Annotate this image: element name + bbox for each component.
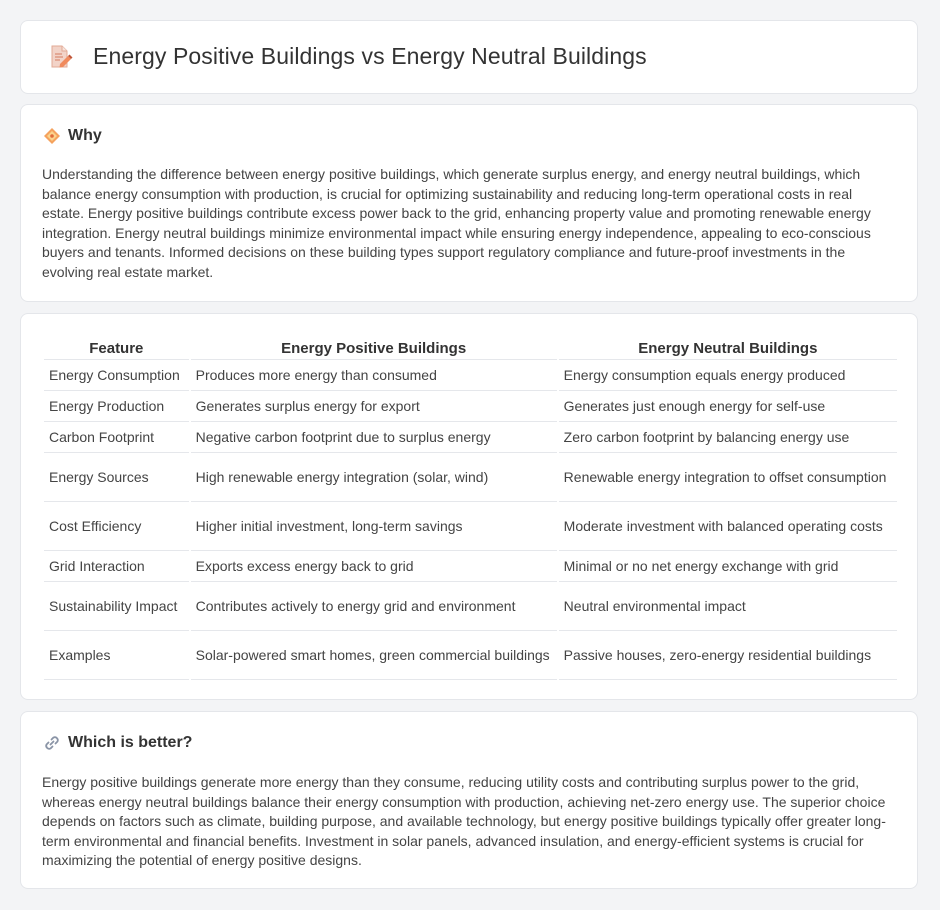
comparison-table	[42, 335, 899, 680]
column-header-neutral: Energy Neutral Buildings	[559, 335, 897, 360]
better-heading-row	[43, 734, 192, 752]
positive-cell: Produces more energy than consumed	[191, 360, 557, 391]
table-row	[44, 582, 897, 631]
link-icon	[43, 734, 61, 752]
positive-cell: Higher initial investment, long-term savings	[191, 502, 557, 551]
feature-cell: Grid Interaction	[44, 551, 189, 582]
table-row	[44, 453, 897, 502]
which-is-better-section	[20, 711, 918, 889]
why-section	[20, 104, 918, 302]
neutral-cell: Zero carbon footprint by balancing energy use	[559, 422, 897, 453]
table-row	[44, 551, 897, 582]
table-row	[44, 360, 897, 391]
neutral-cell: Renewable energy integration to offset consumption	[559, 453, 897, 502]
table-row	[44, 502, 897, 551]
positive-cell: Solar-powered smart homes, green commercial buildings	[191, 631, 557, 680]
column-header-feature: Feature	[44, 335, 189, 360]
better-text: Energy positive buildings generate more energy than they consume, reducing utility costs and contributing surplus power to the grid, whereas energy neutral buildings balance their energy consumption with production, achieving net-zero energy use. The superior choice depends on factors such as climate, building purpose, and available technology, but energy positive buildings typically offer greater long-term environmental and financial benefits. Investment in solar panels, advanced insulation, and energy-efficient systems is crucial for maximizing the potential of energy positive designs.	[42, 774, 886, 868]
better-heading: Which is better?	[68, 734, 193, 751]
feature-cell: Examples	[44, 631, 189, 680]
page-title-row	[47, 43, 647, 70]
neutral-cell: Moderate investment with balanced operating costs	[559, 502, 897, 551]
feature-cell: Energy Production	[44, 391, 189, 422]
neutral-cell: Energy consumption equals energy produced	[559, 360, 897, 391]
feature-cell: Sustainability Impact	[44, 582, 189, 631]
document-pencil-icon	[47, 44, 73, 70]
table-row	[44, 391, 897, 422]
positive-cell: High renewable energy integration (solar, wind)	[191, 453, 557, 502]
neutral-cell: Neutral environmental impact	[559, 582, 897, 631]
neutral-cell: Generates just enough energy for self-use	[559, 391, 897, 422]
page-title: Energy Positive Buildings vs Energy Neutral Buildings	[93, 43, 647, 69]
neutral-cell: Minimal or no net energy exchange with grid	[559, 551, 897, 582]
table-header-row	[44, 335, 897, 360]
why-heading: Why	[68, 127, 102, 144]
feature-cell: Energy Consumption	[44, 360, 189, 391]
table-row	[44, 631, 897, 680]
comparison-section	[20, 313, 918, 700]
neutral-cell: Passive houses, zero-energy residential buildings	[559, 631, 897, 680]
diamond-sparkle-icon	[43, 127, 61, 145]
why-heading-row	[43, 127, 102, 145]
feature-cell: Cost Efficiency	[44, 502, 189, 551]
why-text: Understanding the difference between energy positive buildings, which generate surplus energy, and energy neutral buildings, which balance energy consumption with production, is crucial for optimizing sustainability and reducing long-term operational costs in real estate. Energy positive buildings contribute excess power back to the grid, enhancing property value and promoting renewable energy integration. Energy neutral buildings minimize environmental impact while ensuring energy independence, appealing to eco-conscious buyers and tenants. Informed decisions on these building types support regulatory compliance and future-proof investments in the evolving real estate market.	[42, 166, 871, 280]
table-row	[44, 422, 897, 453]
feature-cell: Energy Sources	[44, 453, 189, 502]
feature-cell: Carbon Footprint	[44, 422, 189, 453]
positive-cell: Negative carbon footprint due to surplus energy	[191, 422, 557, 453]
column-header-positive: Energy Positive Buildings	[191, 335, 557, 360]
title-card	[20, 20, 918, 94]
positive-cell: Generates surplus energy for export	[191, 391, 557, 422]
positive-cell: Contributes actively to energy grid and environment	[191, 582, 557, 631]
positive-cell: Exports excess energy back to grid	[191, 551, 557, 582]
